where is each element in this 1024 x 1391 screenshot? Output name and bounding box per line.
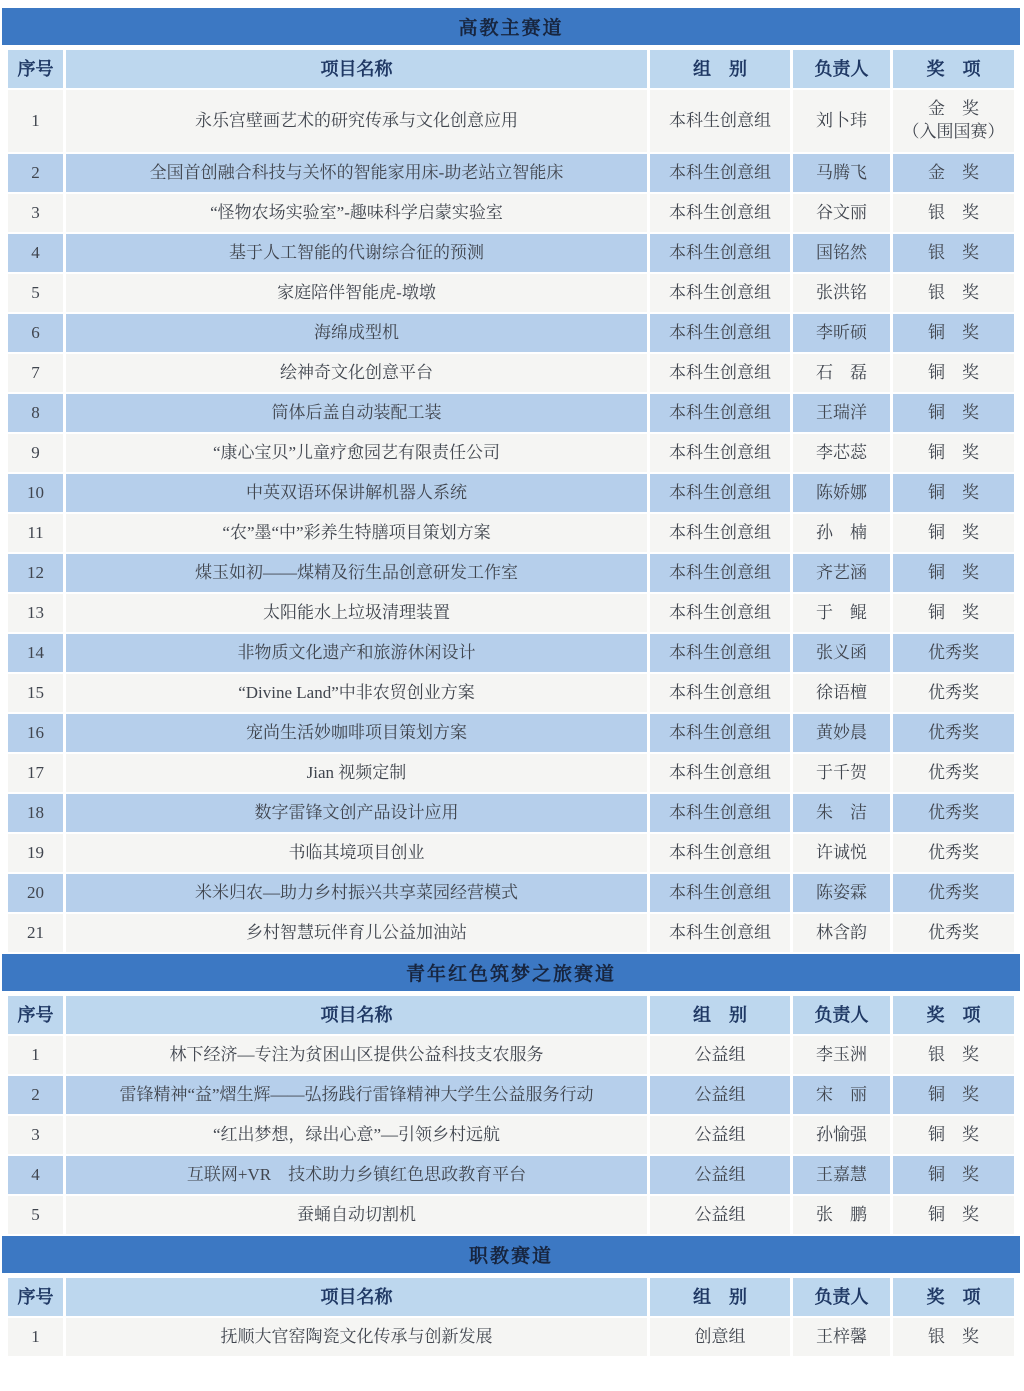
column-header: 组 别 [650, 1278, 793, 1316]
row-number-cell: 16 [8, 714, 66, 752]
award-note: （入围国赛） [902, 122, 1005, 141]
column-header-row [8, 996, 1014, 1036]
project-name-cell: 筒体后盖自动装配工装 [66, 394, 650, 432]
group-cell: 本科生创意组 [650, 914, 793, 952]
project-name-cell: “康心宝贝”儿童疗愈园艺有限责任公司 [66, 434, 650, 472]
group-cell: 本科生创意组 [650, 194, 793, 232]
group-cell: 本科生创意组 [650, 90, 793, 152]
person-cell: 林含韵 [793, 914, 893, 952]
person-cell: 谷文丽 [793, 194, 893, 232]
project-name-cell: 林下经济—专注为贫困山区提供公益科技支农服务 [66, 1036, 650, 1074]
table-row [8, 754, 1014, 794]
column-header: 负责人 [793, 1278, 893, 1316]
award-cell: 铜 奖 [893, 1116, 1014, 1154]
table-row [8, 474, 1014, 514]
column-header: 序号 [8, 1278, 66, 1316]
project-name-cell: 家庭陪伴智能虎-墩墩 [66, 274, 650, 312]
award-cell: 优秀奖 [893, 834, 1014, 872]
section [8, 8, 1014, 954]
award-cell: 优秀奖 [893, 914, 1014, 952]
table-row [8, 1318, 1014, 1358]
award-label: 金 奖 [928, 99, 979, 119]
project-name-cell: 永乐宫壁画艺术的研究传承与文化创意应用 [66, 90, 650, 152]
row-number-cell: 19 [8, 834, 66, 872]
project-name-cell: 海绵成型机 [66, 314, 650, 352]
project-name-cell: “农”墨“中”彩养生特膳项目策划方案 [66, 514, 650, 552]
table-row [8, 514, 1014, 554]
group-cell: 本科生创意组 [650, 714, 793, 752]
column-header: 项目名称 [66, 996, 650, 1034]
person-cell: 齐艺涵 [793, 554, 893, 592]
table-row [8, 234, 1014, 274]
group-cell: 本科生创意组 [650, 874, 793, 912]
award-cell: 铜 奖 [893, 354, 1014, 392]
project-name-cell: 煤玉如初——煤精及衍生品创意研发工作室 [66, 554, 650, 592]
group-cell: 公益组 [650, 1196, 793, 1234]
award-cell: 铜 奖 [893, 314, 1014, 352]
project-name-cell: 米米归农—助力乡村振兴共享菜园经营模式 [66, 874, 650, 912]
row-number-cell: 5 [8, 1196, 66, 1234]
section-title-bar [2, 1236, 1020, 1273]
award-cell: 铜 奖 [893, 1076, 1014, 1114]
project-name-cell: Jian 视频定制 [66, 754, 650, 792]
column-header-row [8, 1278, 1014, 1318]
table-row [8, 594, 1014, 634]
award-cell: 优秀奖 [893, 634, 1014, 672]
project-name-cell: 乡村智慧玩伴育儿公益加油站 [66, 914, 650, 952]
award-cell [893, 90, 1014, 152]
group-cell: 本科生创意组 [650, 794, 793, 832]
project-name-cell: 宠尚生活妙咖啡项目策划方案 [66, 714, 650, 752]
project-name-cell: “怪物农场实验室”-趣味科学启蒙实验室 [66, 194, 650, 232]
table-row [8, 914, 1014, 954]
person-cell: 宋 丽 [793, 1076, 893, 1114]
person-cell: 张 鹏 [793, 1196, 893, 1234]
group-cell: 本科生创意组 [650, 434, 793, 472]
award-cell: 铜 奖 [893, 554, 1014, 592]
table-row [8, 1116, 1014, 1156]
section-title: 高教主赛道 [458, 18, 564, 39]
person-cell: 许诚悦 [793, 834, 893, 872]
row-number-cell: 10 [8, 474, 66, 512]
table-row [8, 794, 1014, 834]
award-cell: 铜 奖 [893, 1196, 1014, 1234]
group-cell: 本科生创意组 [650, 634, 793, 672]
award-cell: 优秀奖 [893, 794, 1014, 832]
table-row [8, 274, 1014, 314]
table-row [8, 834, 1014, 874]
table-row [8, 874, 1014, 914]
award-cell: 银 奖 [893, 1036, 1014, 1074]
table-row [8, 354, 1014, 394]
award-cell: 优秀奖 [893, 674, 1014, 712]
person-cell: 王嘉慧 [793, 1156, 893, 1194]
row-number-cell: 5 [8, 274, 66, 312]
group-cell: 公益组 [650, 1116, 793, 1154]
row-number-cell: 20 [8, 874, 66, 912]
group-cell: 本科生创意组 [650, 354, 793, 392]
award-cell: 优秀奖 [893, 874, 1014, 912]
row-number-cell: 14 [8, 634, 66, 672]
column-header: 负责人 [793, 996, 893, 1034]
person-cell: 陈姿霖 [793, 874, 893, 912]
table-row [8, 1036, 1014, 1076]
group-cell: 公益组 [650, 1156, 793, 1194]
project-name-cell: 基于人工智能的代谢综合征的预测 [66, 234, 650, 272]
section-title: 职教赛道 [468, 1246, 553, 1267]
row-number-cell: 13 [8, 594, 66, 632]
person-cell: 王梓馨 [793, 1318, 893, 1356]
table-row [8, 434, 1014, 474]
award-cell: 银 奖 [893, 1318, 1014, 1356]
column-header: 序号 [8, 996, 66, 1034]
section-title: 青年红色筑梦之旅赛道 [405, 964, 616, 985]
project-name-cell: 互联网+VR 技术助力乡镇红色思政教育平台 [66, 1156, 650, 1194]
column-header-row [8, 50, 1014, 90]
award-cell: 优秀奖 [893, 714, 1014, 752]
group-cell: 创意组 [650, 1318, 793, 1356]
group-cell: 本科生创意组 [650, 274, 793, 312]
group-cell: 公益组 [650, 1036, 793, 1074]
row-number-cell: 15 [8, 674, 66, 712]
award-cell: 银 奖 [893, 234, 1014, 272]
group-cell: 本科生创意组 [650, 554, 793, 592]
table-row [8, 674, 1014, 714]
table-row [8, 634, 1014, 674]
row-number-cell: 1 [8, 1036, 66, 1074]
column-header: 组 别 [650, 50, 793, 88]
person-cell: 孙 楠 [793, 514, 893, 552]
row-number-cell: 1 [8, 1318, 66, 1356]
group-cell: 本科生创意组 [650, 834, 793, 872]
row-number-cell: 12 [8, 554, 66, 592]
project-name-cell: 雷锋精神“益”熠生辉——弘扬践行雷锋精神大学生公益服务行动 [66, 1076, 650, 1114]
group-cell: 本科生创意组 [650, 154, 793, 192]
person-cell: 孙愉强 [793, 1116, 893, 1154]
column-header: 奖 项 [893, 50, 1014, 88]
project-name-cell: “Divine Land”中非农贸创业方案 [66, 674, 650, 712]
award-cell: 铜 奖 [893, 434, 1014, 472]
row-number-cell: 4 [8, 1156, 66, 1194]
table-row [8, 1156, 1014, 1196]
project-name-cell: 太阳能水上垃圾清理装置 [66, 594, 650, 632]
award-cell: 铜 奖 [893, 474, 1014, 512]
row-number-cell: 2 [8, 1076, 66, 1114]
row-number-cell: 21 [8, 914, 66, 952]
award-cell: 金 奖 [893, 154, 1014, 192]
awards-table [8, 8, 1014, 1358]
person-cell: 张义函 [793, 634, 893, 672]
row-number-cell: 1 [8, 90, 66, 152]
person-cell: 于千贺 [793, 754, 893, 792]
project-name-cell: 数字雷锋文创产品设计应用 [66, 794, 650, 832]
project-name-cell: 书临其境项目创业 [66, 834, 650, 872]
group-cell: 本科生创意组 [650, 594, 793, 632]
person-cell: 李昕硕 [793, 314, 893, 352]
person-cell: 李芯蕊 [793, 434, 893, 472]
row-number-cell: 4 [8, 234, 66, 272]
person-cell: 国铭然 [793, 234, 893, 272]
column-header: 组 别 [650, 996, 793, 1034]
award-cell: 铜 奖 [893, 1156, 1014, 1194]
person-cell: 陈娇娜 [793, 474, 893, 512]
project-name-cell: 非物质文化遗产和旅游休闲设计 [66, 634, 650, 672]
column-header: 奖 项 [893, 996, 1014, 1034]
section-title-bar [2, 954, 1020, 991]
group-cell: 本科生创意组 [650, 394, 793, 432]
table-row [8, 314, 1014, 354]
row-number-cell: 3 [8, 194, 66, 232]
award-cell: 银 奖 [893, 194, 1014, 232]
person-cell: 王瑞洋 [793, 394, 893, 432]
person-cell: 黄妙晨 [793, 714, 893, 752]
column-header: 项目名称 [66, 50, 650, 88]
table-row [8, 194, 1014, 234]
group-cell: 本科生创意组 [650, 314, 793, 352]
column-header: 项目名称 [66, 1278, 650, 1316]
table-row [8, 714, 1014, 754]
person-cell: 马腾飞 [793, 154, 893, 192]
award-cell: 银 奖 [893, 274, 1014, 312]
column-header: 序号 [8, 50, 66, 88]
project-name-cell: “红出梦想，绿出心意”—引领乡村远航 [66, 1116, 650, 1154]
project-name-cell: 全国首创融合科技与关怀的智能家用床-助老站立智能床 [66, 154, 650, 192]
award-cell: 铜 奖 [893, 514, 1014, 552]
person-cell: 朱 洁 [793, 794, 893, 832]
row-number-cell: 18 [8, 794, 66, 832]
project-name-cell: 抚顺大官窑陶瓷文化传承与创新发展 [66, 1318, 650, 1356]
award-cell: 铜 奖 [893, 594, 1014, 632]
table-row [8, 90, 1014, 154]
section [8, 954, 1014, 1236]
row-number-cell: 8 [8, 394, 66, 432]
row-number-cell: 17 [8, 754, 66, 792]
person-cell: 于 鲲 [793, 594, 893, 632]
group-cell: 公益组 [650, 1076, 793, 1114]
group-cell: 本科生创意组 [650, 234, 793, 272]
project-name-cell: 蚕蛹自动切割机 [66, 1196, 650, 1234]
row-number-cell: 6 [8, 314, 66, 352]
person-cell: 张洪铭 [793, 274, 893, 312]
table-row [8, 394, 1014, 434]
row-number-cell: 7 [8, 354, 66, 392]
row-number-cell: 11 [8, 514, 66, 552]
row-number-cell: 9 [8, 434, 66, 472]
award-cell: 优秀奖 [893, 754, 1014, 792]
table-row [8, 554, 1014, 594]
person-cell: 李玉洲 [793, 1036, 893, 1074]
group-cell: 本科生创意组 [650, 754, 793, 792]
table-row [8, 154, 1014, 194]
table-row [8, 1196, 1014, 1236]
row-number-cell: 2 [8, 154, 66, 192]
project-name-cell: 绘神奇文化创意平台 [66, 354, 650, 392]
person-cell: 石 磊 [793, 354, 893, 392]
column-header: 负责人 [793, 50, 893, 88]
person-cell: 徐语檀 [793, 674, 893, 712]
column-header: 奖 项 [893, 1278, 1014, 1316]
group-cell: 本科生创意组 [650, 514, 793, 552]
table-row [8, 1076, 1014, 1116]
award-cell: 铜 奖 [893, 394, 1014, 432]
person-cell: 刘卜玮 [793, 90, 893, 152]
project-name-cell: 中英双语环保讲解机器人系统 [66, 474, 650, 512]
row-number-cell: 3 [8, 1116, 66, 1154]
group-cell: 本科生创意组 [650, 674, 793, 712]
section [8, 1236, 1014, 1358]
section-title-bar [2, 8, 1020, 45]
group-cell: 本科生创意组 [650, 474, 793, 512]
